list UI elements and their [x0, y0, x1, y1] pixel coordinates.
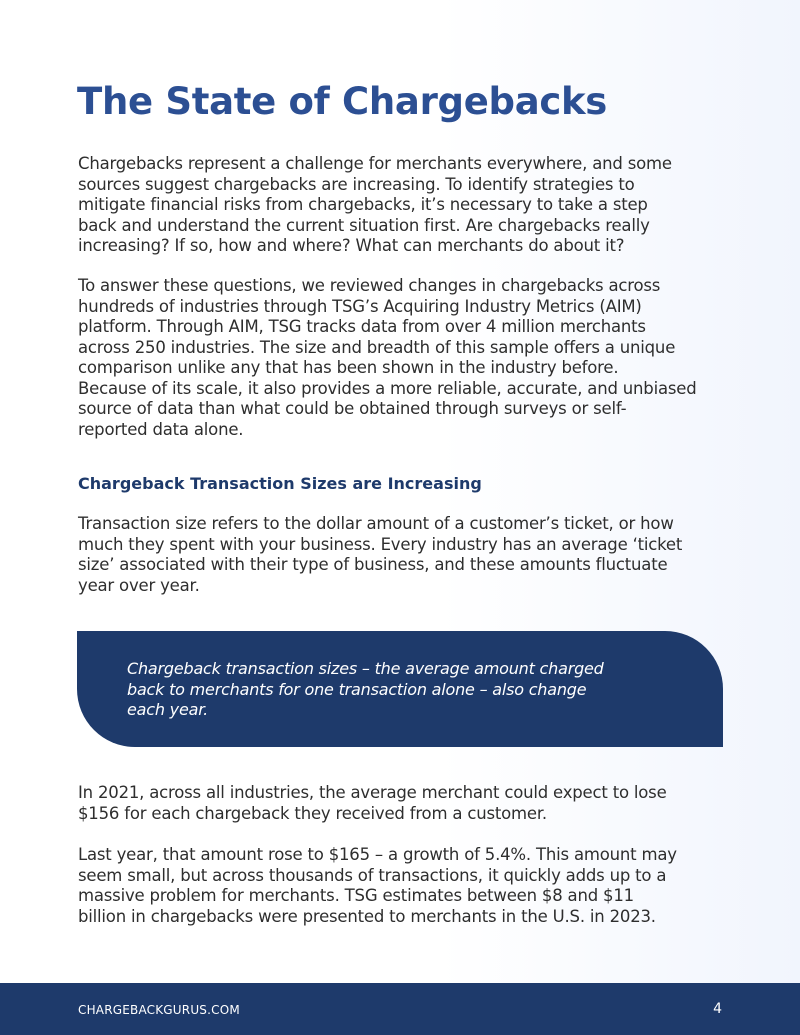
- transaction-line: Transaction size refers to the dollar amount of a customer’s ticket, or how: [78, 514, 674, 533]
- last-year-paragraph: [78, 845, 728, 927]
- intro-line: sources suggest chargebacks are increasing. To identify strategies to: [78, 174, 635, 194]
- callout-line: Chargeback transaction sizes – the average amount charged: [127, 659, 604, 678]
- footer-website-link[interactable]: CHARGEBACKGURUS.COM: [78, 1003, 240, 1017]
- transaction-line: year over year.: [78, 575, 200, 595]
- method-line: across 250 industries. The size and breadth of this sample offers a unique: [78, 337, 676, 357]
- method-line: source of data than what could be obtained through surveys or self-: [78, 399, 627, 418]
- stat-2021-line: In 2021, across all industries, the average merchant could expect to lose: [78, 783, 667, 802]
- method-line: To answer these questions, we reviewed changes in chargebacks across: [78, 276, 661, 295]
- method-line: reported data alone.: [78, 419, 244, 439]
- intro-line: mitigate financial risks from chargebacks, it’s necessary to take a step: [78, 195, 648, 214]
- transaction-paragraph: [78, 514, 728, 596]
- page-title: The State of Chargebacks: [77, 80, 608, 123]
- transaction-line: much they spent with your business. Every industry has an average ‘ticket: [78, 534, 683, 554]
- intro-line: increasing? If so, how and where? What can merchants do about it?: [78, 236, 625, 255]
- page-number: 4: [713, 1001, 722, 1017]
- intro-line: Chargebacks represent a challenge for merchants everywhere, and some: [78, 154, 672, 173]
- method-line: hundreds of industries through TSG’s Acquiring Industry Metrics (AIM): [78, 296, 642, 316]
- last-year-line: Last year, that amount rose to $165 – a growth of 5.4%. This amount may: [78, 845, 677, 864]
- callout-text: [127, 659, 687, 721]
- intro-paragraph: [78, 154, 728, 257]
- callout-line: each year.: [127, 700, 208, 719]
- stat-2021-line: $156 for each chargeback they received from a customer.: [78, 803, 547, 823]
- method-line: Because of its scale, it also provides a more reliable, accurate, and unbiased: [78, 378, 697, 398]
- callout-line: back to merchants for one transaction alone – also change: [127, 679, 587, 699]
- stat-2021-paragraph: [78, 783, 728, 824]
- last-year-line: billion in chargebacks were presented to merchants in the U.S. in 2023.: [78, 906, 656, 926]
- method-paragraph: [78, 276, 728, 440]
- page-footer: [0, 983, 800, 1035]
- intro-line: back and understand the current situation first. Are chargebacks really: [78, 215, 650, 235]
- transaction-line: size’ associated with their type of business, and these amounts fluctuate: [78, 555, 668, 574]
- last-year-line: seem small, but across thousands of transactions, it quickly adds up to a: [78, 865, 667, 885]
- method-line: comparison unlike any that has been shown in the industry before.: [78, 358, 619, 377]
- last-year-line: massive problem for merchants. TSG estimates between $8 and $11: [78, 886, 634, 905]
- callout-box: [77, 631, 723, 747]
- section-subheading: Chargeback Transaction Sizes are Increasing: [78, 474, 482, 493]
- method-line: platform. Through AIM, TSG tracks data from over 4 million merchants: [78, 317, 646, 336]
